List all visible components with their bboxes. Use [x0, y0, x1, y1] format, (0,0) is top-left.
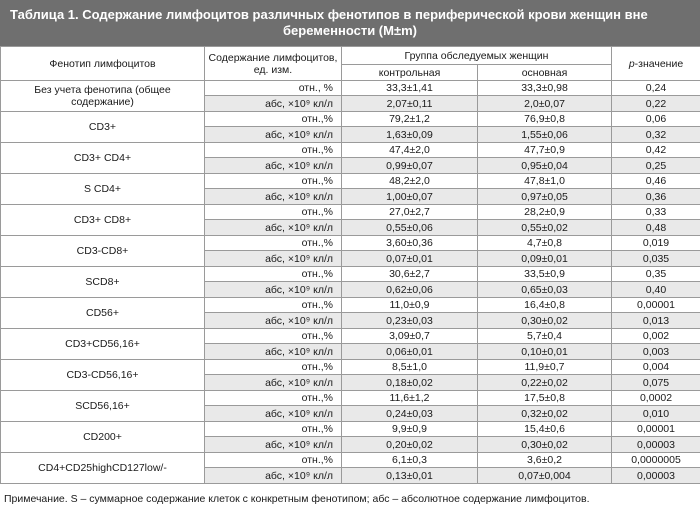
- table-title-line2: беременности (M±m): [283, 23, 417, 38]
- control-value: 30,6±2,7: [342, 267, 478, 282]
- phenotype-cell: CD3+: [1, 112, 205, 143]
- unit-cell: абс, ×10⁹ кл/л: [205, 96, 342, 112]
- unit-cell: отн.,%: [205, 205, 342, 220]
- table-row: [1, 174, 700, 189]
- table-row: [1, 422, 700, 437]
- table-row: [1, 453, 700, 468]
- p-value: 0,48: [612, 220, 700, 236]
- main-value: 11,9±0,7: [478, 360, 612, 375]
- p-value: 0,002: [612, 329, 700, 344]
- main-value: 5,7±0,4: [478, 329, 612, 344]
- unit-cell: отн.,%: [205, 174, 342, 189]
- main-value: 47,8±1,0: [478, 174, 612, 189]
- unit-cell: абс, ×10⁹ кл/л: [205, 468, 342, 484]
- control-value: 0,20±0,02: [342, 437, 478, 453]
- control-value: 3,09±0,7: [342, 329, 478, 344]
- data-table: [0, 46, 700, 484]
- unit-cell: отн.,%: [205, 298, 342, 313]
- table-title-line1: Таблица 1. Содержание лимфоцитов различных фенотипов в периферической крови женщин вне: [10, 7, 648, 22]
- p-value: 0,004: [612, 360, 700, 375]
- control-value: 79,2±1,2: [342, 112, 478, 127]
- control-value: 0,23±0,03: [342, 313, 478, 329]
- control-value: 11,6±1,2: [342, 391, 478, 406]
- unit-cell: абс, ×10⁹ кл/л: [205, 282, 342, 298]
- main-value: 0,22±0,02: [478, 375, 612, 391]
- control-value: 3,60±0,36: [342, 236, 478, 251]
- control-value: 27,0±2,7: [342, 205, 478, 220]
- unit-cell: абс, ×10⁹ кл/л: [205, 406, 342, 422]
- phenotype-cell: Без учета фенотипа (общее содержание): [1, 81, 205, 112]
- unit-cell: абс, ×10⁹ кл/л: [205, 220, 342, 236]
- main-value: 0,32±0,02: [478, 406, 612, 422]
- footnote: Примечание. S – суммарное содержание клеток с конкретным фенотипом; абс – абсолютное содержание лимфоцитов.: [4, 493, 590, 505]
- phenotype-cell: S CD4+: [1, 174, 205, 205]
- unit-cell: отн.,%: [205, 267, 342, 282]
- control-value: 48,2±2,0: [342, 174, 478, 189]
- p-value: 0,32: [612, 127, 700, 143]
- control-value: 11,0±0,9: [342, 298, 478, 313]
- control-value: 1,63±0,09: [342, 127, 478, 143]
- unit-cell: отн.,%: [205, 453, 342, 468]
- main-value: 15,4±0,6: [478, 422, 612, 437]
- p-value: 0,24: [612, 81, 700, 96]
- control-value: 1,00±0,07: [342, 189, 478, 205]
- control-value: 6,1±0,3: [342, 453, 478, 468]
- main-value: 16,4±0,8: [478, 298, 612, 313]
- control-value: 0,55±0,06: [342, 220, 478, 236]
- control-value: 2,07±0,11: [342, 96, 478, 112]
- control-value: 0,24±0,03: [342, 406, 478, 422]
- unit-cell: абс, ×10⁹ кл/л: [205, 127, 342, 143]
- table-row: [1, 236, 700, 251]
- p-value: 0,25: [612, 158, 700, 174]
- header-p-value: [612, 47, 700, 81]
- main-value: 47,7±0,9: [478, 143, 612, 158]
- main-value: 0,55±0,02: [478, 220, 612, 236]
- p-value: 0,010: [612, 406, 700, 422]
- p-value: 0,075: [612, 375, 700, 391]
- main-value: 0,30±0,02: [478, 313, 612, 329]
- main-value: 0,65±0,03: [478, 282, 612, 298]
- main-value: 4,7±0,8: [478, 236, 612, 251]
- table-row: [1, 391, 700, 406]
- unit-cell: абс, ×10⁹ кл/л: [205, 313, 342, 329]
- phenotype-cell: CD3+ CD4+: [1, 143, 205, 174]
- p-value: 0,0002: [612, 391, 700, 406]
- unit-cell: отн.,%: [205, 329, 342, 344]
- p-value: 0,42: [612, 143, 700, 158]
- control-value: 33,3±1,41: [342, 81, 478, 96]
- unit-cell: абс, ×10⁹ кл/л: [205, 189, 342, 205]
- p-value: 0,46: [612, 174, 700, 189]
- table-row: [1, 298, 700, 313]
- phenotype-cell: SCD56,16+: [1, 391, 205, 422]
- control-value: 0,99±0,07: [342, 158, 478, 174]
- table-row: [1, 112, 700, 127]
- unit-cell: отн.,%: [205, 391, 342, 406]
- table-row: [1, 329, 700, 344]
- header-p-letter: p: [628, 57, 635, 70]
- p-value: 0,00001: [612, 422, 700, 437]
- unit-cell: абс, ×10⁹ кл/л: [205, 375, 342, 391]
- main-value: 76,9±0,8: [478, 112, 612, 127]
- table-row: [1, 267, 700, 282]
- unit-cell: абс, ×10⁹ кл/л: [205, 251, 342, 267]
- main-value: 0,95±0,04: [478, 158, 612, 174]
- p-value: 0,06: [612, 112, 700, 127]
- table-row: [1, 81, 700, 96]
- unit-cell: абс, ×10⁹ кл/л: [205, 344, 342, 360]
- unit-cell: отн., %: [205, 81, 342, 96]
- main-value: 3,6±0,2: [478, 453, 612, 468]
- main-value: 17,5±0,8: [478, 391, 612, 406]
- p-value: 0,33: [612, 205, 700, 220]
- p-value: 0,22: [612, 96, 700, 112]
- main-value: 0,09±0,01: [478, 251, 612, 267]
- control-value: 8,5±1,0: [342, 360, 478, 375]
- header-control: контрольная: [342, 65, 478, 81]
- main-value: 0,30±0,02: [478, 437, 612, 453]
- control-value: 0,06±0,01: [342, 344, 478, 360]
- p-value: 0,00001: [612, 298, 700, 313]
- unit-cell: отн.,%: [205, 112, 342, 127]
- p-value: 0,0000005: [612, 453, 700, 468]
- phenotype-cell: CD56+: [1, 298, 205, 329]
- unit-cell: отн.,%: [205, 422, 342, 437]
- phenotype-cell: SCD8+: [1, 267, 205, 298]
- main-value: 0,10±0,01: [478, 344, 612, 360]
- main-value: 0,07±0,004: [478, 468, 612, 484]
- control-value: 0,13±0,01: [342, 468, 478, 484]
- p-value: 0,035: [612, 251, 700, 267]
- control-value: 9,9±0,9: [342, 422, 478, 437]
- phenotype-cell: CD4+CD25highCD127low/-: [1, 453, 205, 484]
- phenotype-cell: CD3-CD56,16+: [1, 360, 205, 391]
- table-row: [1, 360, 700, 375]
- header-group: Группа обследуемых женщин: [342, 47, 612, 65]
- table-row: [1, 143, 700, 158]
- main-value: 28,2±0,9: [478, 205, 612, 220]
- phenotype-cell: CD3+CD56,16+: [1, 329, 205, 360]
- control-value: 47,4±2,0: [342, 143, 478, 158]
- main-value: 1,55±0,06: [478, 127, 612, 143]
- phenotype-cell: CD3+ CD8+: [1, 205, 205, 236]
- main-value: 33,3±0,98: [478, 81, 612, 96]
- phenotype-cell: CD200+: [1, 422, 205, 453]
- main-value: 33,5±0,9: [478, 267, 612, 282]
- control-value: 0,07±0,01: [342, 251, 478, 267]
- table-title: [0, 0, 700, 46]
- unit-cell: отн.,%: [205, 236, 342, 251]
- header-phenotype: Фенотип лимфоцитов: [1, 47, 205, 81]
- p-value: 0,35: [612, 267, 700, 282]
- control-value: 0,62±0,06: [342, 282, 478, 298]
- control-value: 0,18±0,02: [342, 375, 478, 391]
- table-body: [1, 81, 700, 484]
- header-main: основная: [478, 65, 612, 81]
- p-value: 0,013: [612, 313, 700, 329]
- main-value: 2,0±0,07: [478, 96, 612, 112]
- p-value: 0,00003: [612, 437, 700, 453]
- p-value: 0,00003: [612, 468, 700, 484]
- unit-cell: абс, ×10⁹ кл/л: [205, 158, 342, 174]
- phenotype-cell: CD3-CD8+: [1, 236, 205, 267]
- p-value: 0,003: [612, 344, 700, 360]
- unit-cell: отн.,%: [205, 143, 342, 158]
- p-value: 0,36: [612, 189, 700, 205]
- unit-cell: отн.,%: [205, 360, 342, 375]
- p-value: 0,019: [612, 236, 700, 251]
- p-value: 0,40: [612, 282, 700, 298]
- header-p-suffix: -значение: [634, 57, 684, 70]
- unit-cell: абс, ×10⁹ кл/л: [205, 437, 342, 453]
- header-content: Содержание лимфоцитов, ед. изм.: [205, 47, 342, 81]
- main-value: 0,97±0,05: [478, 189, 612, 205]
- table-row: [1, 205, 700, 220]
